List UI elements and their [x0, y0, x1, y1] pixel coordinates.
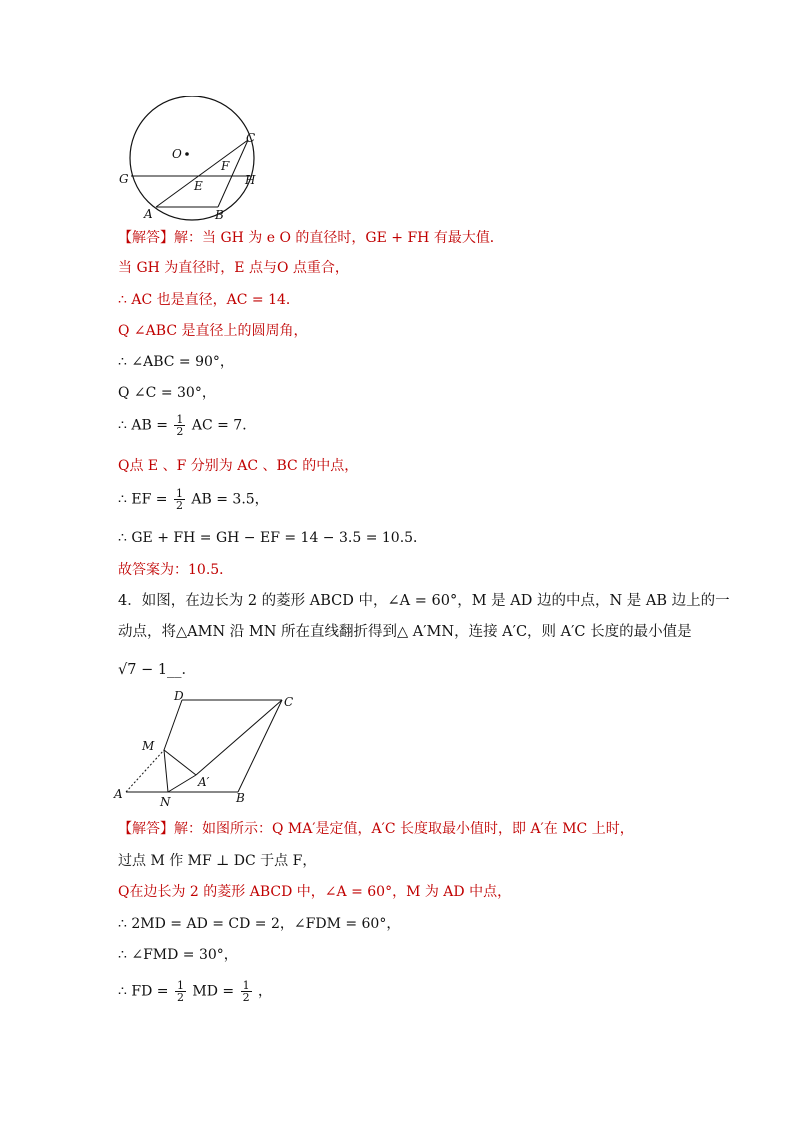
- rhombus-figure: [112, 688, 304, 808]
- sol3-line-7: ∴ AB = $\frac{1}{2}$ AC = 7．: [118, 413, 257, 438]
- segment-A2C: [196, 700, 282, 775]
- q4-line-1: 4．如图，在边长为 2 的菱形 ABCD 中，∠A = 60°，M 是 AD 边的中点，N 是 AB 边上的一: [118, 593, 730, 609]
- sol3-line-4: Q ∠ABC 是直径上的圆周角，: [118, 323, 308, 339]
- sol3-line-9: ∴ EF = $\frac{1}{2}$ AB = 3.5，: [118, 487, 269, 512]
- segment-NA2: [168, 775, 196, 792]
- label-A: A: [144, 207, 153, 221]
- side-CB: [238, 700, 282, 792]
- sol3-line-2: 当 GH 为直径时，E 点与O 点重合，: [118, 260, 349, 276]
- sol4-line-5: ∴ ∠FMD = 30°，: [118, 947, 238, 963]
- segment-AM-dashed: [126, 750, 164, 792]
- sol4-line-1: 【解答】解：如图所示：Q MA′是定值，A′C 长度取最小值时，即 A′在 MC 上时，: [118, 821, 634, 837]
- label-A-prime: A′: [198, 775, 210, 789]
- fraction-one-half: $\frac{1}{2}$: [176, 413, 184, 438]
- label-B: B: [215, 208, 224, 222]
- sol3-line-1: 【解答】解：当 GH 为 e O 的直径时，GE + FH 有最大值．: [118, 230, 504, 246]
- sol4-line-6: ∴ FD = $\frac{1}{2}$ MD = $\frac{1}{2}$ ，: [118, 979, 273, 1004]
- label-E: E: [194, 179, 203, 193]
- circle-O: [130, 96, 254, 220]
- circle-figure: [112, 96, 272, 224]
- sol3-line-10: ∴ GE + FH = GH − EF = 14 − 3.5 = 10.5．: [118, 530, 428, 546]
- label-B: B: [236, 791, 245, 805]
- segment-AC: [156, 140, 248, 207]
- sol4-line-2: 过点 M 作 MF ⊥ DC 于点 F，: [118, 853, 317, 869]
- sol3-line-6: Q ∠C = 30°，: [118, 385, 216, 401]
- sol3-line-3: ∴ AC 也是直径，AC = 14．: [118, 292, 300, 308]
- label-C: C: [246, 131, 256, 145]
- label-H: H: [245, 173, 256, 187]
- sol4-line-3: Q在边长为 2 的菱形 ABCD 中，∠A = 60°，M 为 AD 中点，: [118, 884, 512, 900]
- segment-BC: [218, 140, 248, 207]
- fraction-one-half: $\frac{1}{2}$: [242, 979, 250, 1004]
- label-O: O: [172, 147, 182, 161]
- label-D: D: [174, 689, 184, 703]
- segment-MN: [164, 750, 168, 792]
- label-C: C: [284, 695, 294, 709]
- sol4-line-4: ∴ 2MD = AD = CD = 2，∠FDM = 60°，: [118, 916, 401, 932]
- fraction-one-half: $\frac{1}{2}$: [175, 487, 183, 512]
- label-G: G: [119, 172, 129, 186]
- label-N: N: [160, 795, 171, 808]
- segment-MA2: [164, 750, 196, 775]
- q4-answer: √7 − 1__．: [118, 662, 197, 678]
- label-M: M: [142, 739, 155, 753]
- label-F: F: [221, 159, 230, 173]
- fraction-one-half: $\frac{1}{2}$: [176, 979, 184, 1004]
- center-point-O: [185, 152, 189, 156]
- sol3-answer: 故答案为：10.5．: [118, 562, 234, 578]
- sol3-line-5: ∴ ∠ABC = 90°，: [118, 354, 234, 370]
- q4-line-2: 动点，将△AMN 沿 MN 所在直线翻折得到△ A′MN，连接 A′C，则 A′C 长度的最小值是: [118, 624, 692, 640]
- side-MD: [164, 700, 182, 750]
- sol3-line-8: Q点 E 、F 分别为 AC 、BC 的中点，: [118, 458, 359, 474]
- label-A: A: [114, 787, 123, 801]
